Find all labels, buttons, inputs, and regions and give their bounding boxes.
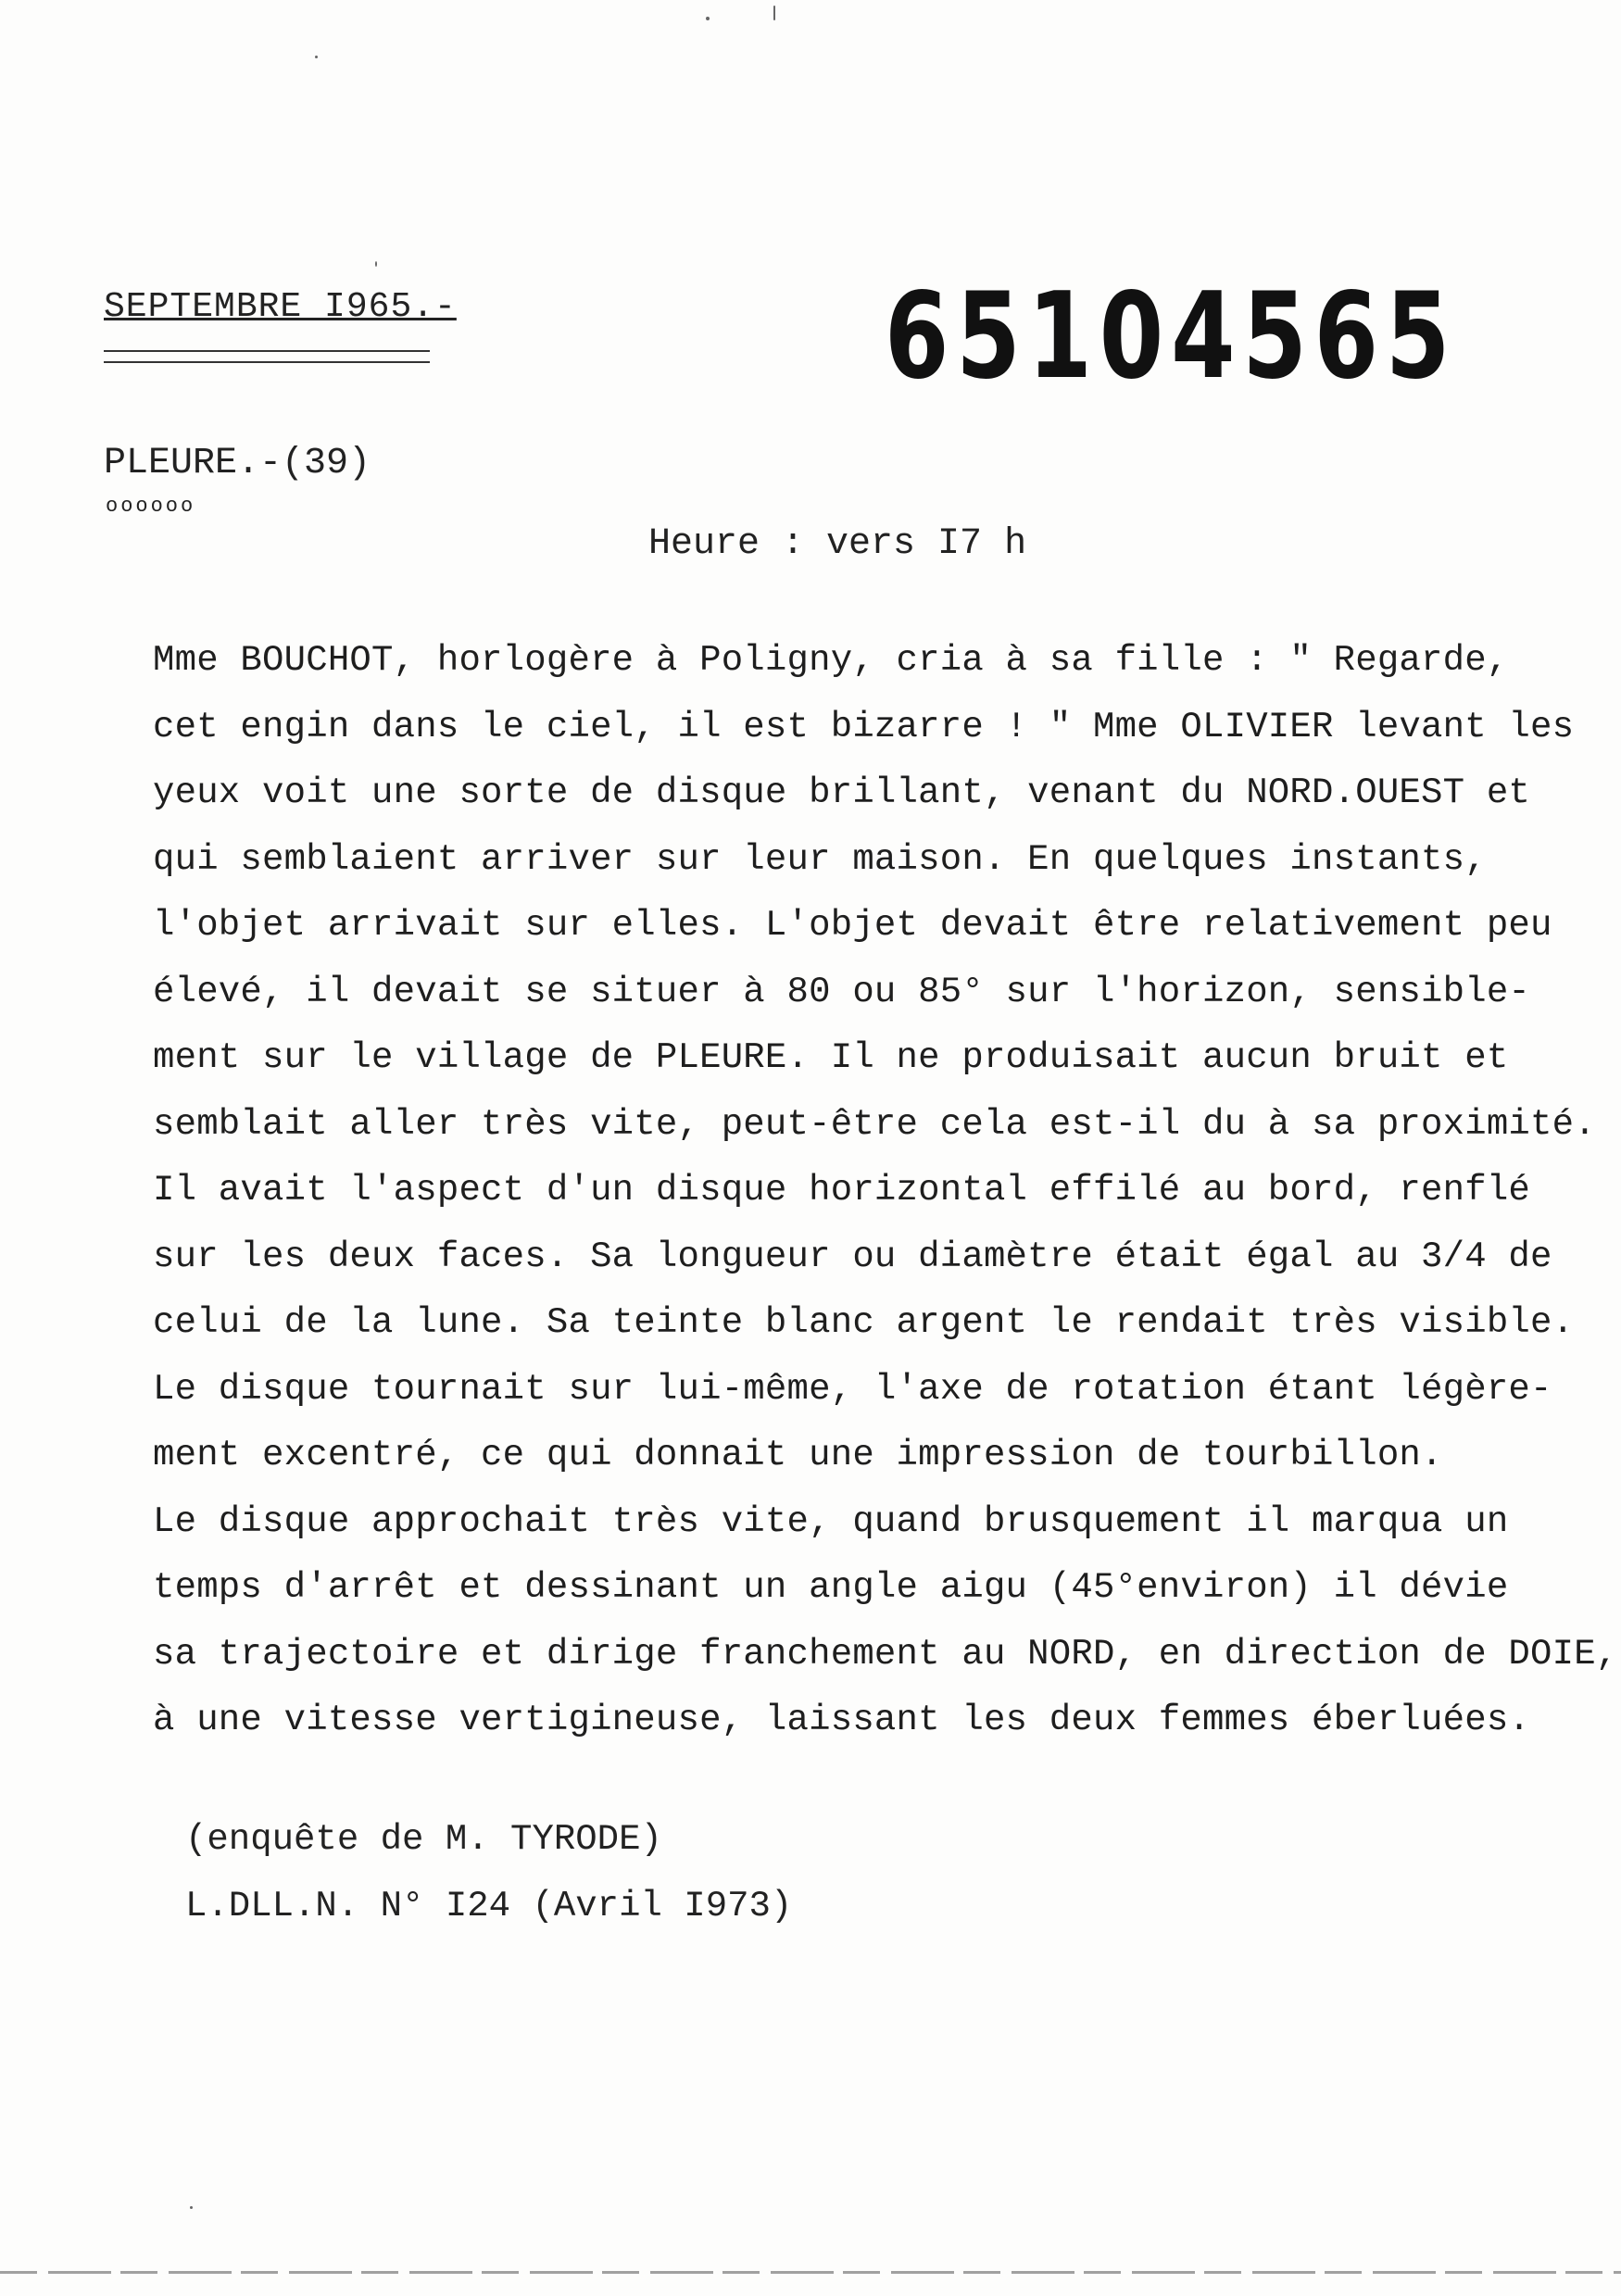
body-line: yeux voit une sorte de disque brillant, venant du NORD.OUEST et	[153, 772, 1531, 813]
body-line: ment sur le village de PLEURE. Il ne produisait aucun bruit et	[153, 1037, 1509, 1078]
body-line: ment excentré, ce qui donnait une impression de tourbillon.	[153, 1435, 1443, 1475]
body-line: semblait aller très vite, peut-être cela est-il du à sa proximité.	[153, 1103, 1596, 1145]
location-underline-marks: oooooo	[106, 495, 196, 518]
date-heading	[104, 287, 457, 327]
body-line: Il avait l'aspect d'un disque horizontal effilé au bord, renflé	[153, 1170, 1531, 1211]
time-label: Heure : vers I7 h	[648, 523, 1027, 565]
scan-speck	[773, 6, 775, 20]
body-line: temps d'arrêt et dessinant un angle aigu (45°environ) il dévie	[153, 1567, 1509, 1608]
references	[185, 1806, 792, 1939]
body-line: sa trajectoire et dirige franchement au NORD, en direction de DOIE,	[153, 1633, 1618, 1675]
body-line: Mme BOUCHOT, horlogère à Poligny, cria à sa fille : " Regarde,	[153, 640, 1509, 681]
investigation-credit: (enquête de M. TYRODE)	[185, 1819, 662, 1860]
scan-bottom-edge	[0, 2271, 1621, 2274]
body-line: Le disque approchait très vite, quand brusquement il marqua un	[153, 1500, 1509, 1542]
report-body	[153, 628, 1618, 1754]
body-line: cet engin dans le ciel, il est bizarre ! " Mme OLIVIER levant les	[153, 706, 1575, 747]
body-line: celui de la lune. Sa teinte blanc argent le rendait très visible.	[153, 1302, 1575, 1343]
body-line: l'objet arrivait sur elles. L'objet devait être relativement peu	[153, 905, 1552, 946]
scan-speck	[190, 2206, 193, 2209]
date-double-rule	[104, 350, 430, 363]
scan-speck	[375, 261, 377, 267]
body-line: élevé, il devait se situer à 80 ou 85° sur l'horizon, sensible-	[153, 971, 1531, 1012]
body-line: Le disque tournait sur lui-même, l'axe de rotation étant légère-	[153, 1368, 1552, 1410]
source-reference: L.DLL.N. N° I24 (Avril I973)	[185, 1886, 793, 1926]
body-line: à une vitesse vertigineuse, laissant les deux femmes éberluées.	[153, 1700, 1531, 1740]
scan-speck	[315, 56, 318, 58]
body-line: sur les deux faces. Sa longueur ou diamètre était égal au 3/4 de	[153, 1236, 1552, 1277]
date-text: SEPTEMBRE I965.-	[104, 287, 457, 327]
body-line: qui semblaient arriver sur leur maison. En quelques instants,	[153, 838, 1487, 880]
case-number: 65104565	[885, 268, 1458, 406]
location-heading: PLEURE.-(39)	[104, 443, 371, 484]
scan-speck	[706, 17, 710, 20]
